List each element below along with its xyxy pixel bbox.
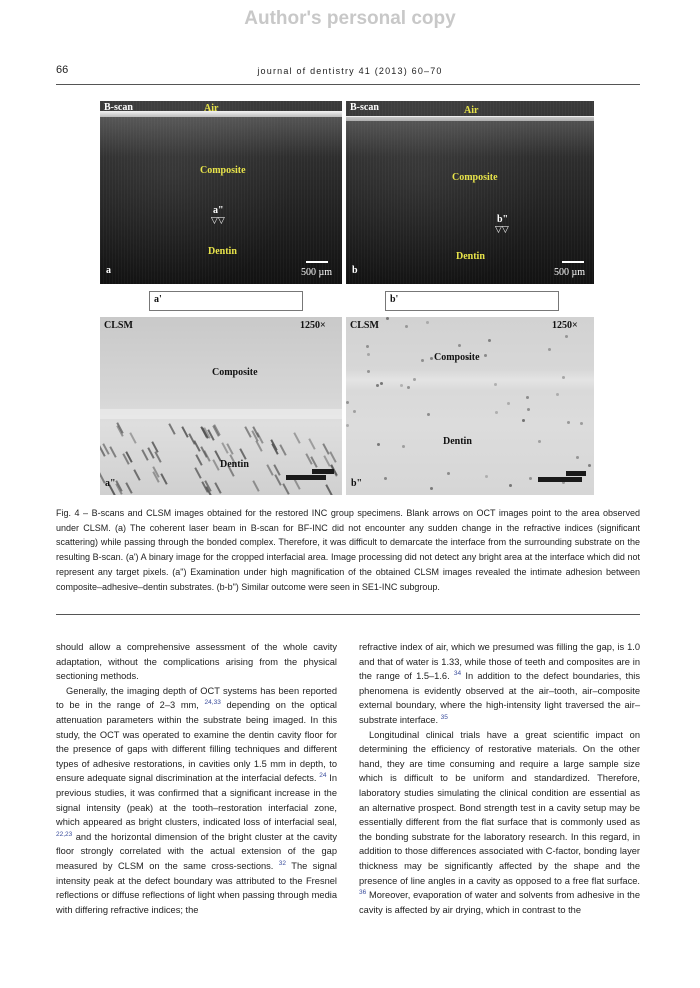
tubule-dot	[426, 321, 429, 324]
tubule-dot	[376, 384, 379, 387]
tubule-mark	[195, 454, 202, 466]
composite-label: Composite	[434, 352, 480, 363]
tubule-dot	[484, 354, 487, 357]
tubule-dot	[430, 487, 433, 490]
tubule-dot	[548, 348, 551, 351]
tubule-dot	[527, 408, 530, 411]
citation-link[interactable]: 24,33	[204, 699, 221, 707]
blank-arrow-icon: ▽▽	[495, 225, 509, 235]
header-rule	[56, 84, 640, 85]
tubule-mark	[329, 451, 336, 463]
adhesive-layer	[100, 409, 342, 419]
caption-rule	[56, 614, 640, 615]
journal-title: journal of dentistry 41 (2013) 60–70	[257, 66, 443, 76]
tubule-dot	[488, 339, 491, 342]
scale-bar-block	[312, 469, 334, 474]
tubule-dot	[427, 413, 430, 416]
marker-label: a"	[213, 205, 224, 216]
tubule-mark	[293, 432, 300, 444]
text: In addition to the defect boundaries, this phenomena is evidently observed at the air–tooth, air–composite external boundary, where the high-intensity light traversed the air–substrate interface.	[359, 671, 640, 725]
composite-label: Composite	[212, 367, 258, 378]
tubule-mark	[282, 483, 289, 495]
tubule-mark	[274, 474, 281, 486]
magnification-label: 1250×	[552, 320, 578, 331]
binary-image-a	[149, 291, 303, 311]
tubule-mark	[323, 455, 330, 467]
citation-link[interactable]: 22,23	[56, 830, 73, 838]
scale-label: 500 µm	[554, 267, 586, 278]
tubule-dot	[447, 472, 450, 475]
tubule-dot	[380, 382, 383, 385]
composite-label: Composite	[452, 172, 498, 183]
paragraph	[56, 684, 337, 918]
paragraph	[359, 640, 640, 728]
text: refractive index of air, which we presumed was filling the gap, is 1.0 and that of water is 1.33, while those of teeth and composites are in the range of 1.5–1.6.	[359, 642, 640, 682]
tubule-dot	[407, 386, 410, 389]
tubule-mark	[125, 482, 132, 494]
marker-label: b"	[497, 214, 509, 225]
dentin-label: Dentin	[208, 246, 237, 257]
tubule-mark	[308, 438, 315, 450]
tubule-dot	[367, 353, 370, 356]
watermark: Author's personal copy	[244, 8, 456, 29]
air-label: Air	[204, 103, 219, 114]
panel-letter: a"	[105, 478, 116, 489]
paragraph: should allow a comprehensive assessment of the whole cavity adaptation, without the complications arising from the physical sectioning methods.	[56, 642, 337, 682]
panel-letter: b	[352, 265, 358, 276]
citation-link[interactable]: 32	[278, 859, 287, 867]
composite-label: Composite	[200, 165, 246, 176]
tubule-dot	[405, 325, 408, 328]
dentin-label: Dentin	[220, 459, 249, 470]
dentin-label: Dentin	[456, 251, 485, 262]
tubule-dot	[485, 475, 488, 478]
blank-arrow-icon: ▽▽	[211, 216, 225, 226]
text: and the horizontal dimension of the bright cluster at the cavity floor strongly correlated with the actual extension of the gap measured by CLSM on the same cross-sections.	[56, 831, 337, 871]
tubule-dot	[366, 345, 369, 348]
binary-image-b	[385, 291, 559, 311]
panel-letter: b'	[390, 294, 399, 305]
tubule-mark	[168, 423, 175, 435]
tubule-mark	[160, 473, 167, 485]
tubule-dot	[538, 440, 541, 443]
bscan-label: B-scan	[104, 102, 133, 113]
tubule-dot	[367, 370, 370, 373]
tubule-mark	[266, 464, 273, 476]
tubule-dot	[386, 317, 389, 320]
tubule-dot	[353, 410, 356, 413]
surface-glow	[100, 117, 342, 157]
tubule-dot	[522, 419, 525, 422]
left-column	[56, 640, 337, 917]
tubule-mark	[279, 444, 286, 456]
tubule-dot	[556, 393, 559, 396]
tubule-dot	[526, 396, 529, 399]
adhesive-layer	[346, 369, 594, 391]
tubule-dot	[400, 384, 403, 387]
scale-bar	[538, 477, 582, 482]
oct-bscan-a	[100, 101, 342, 284]
scale-label: 500 µm	[301, 267, 333, 278]
bscan-label: B-scan	[350, 102, 379, 113]
right-column	[359, 640, 640, 917]
text: Moreover, evaporation of water and solvents from adhesive in the cavity is affected by air drying, which in contrast to the	[359, 890, 640, 915]
tubule-dot	[562, 376, 565, 379]
tubule-dot	[509, 484, 512, 487]
tubule-dot	[458, 344, 461, 347]
tubule-dot	[430, 357, 433, 360]
text: In previous studies, it was confirmed that a significant increase in the signal intensity (peak) at the tooth–restoration interfacial zone, which appeared as bright clusters, indicated loss of interfacial seal,	[56, 773, 338, 828]
clsm-title: CLSM	[104, 320, 133, 331]
citation-link[interactable]: 34	[453, 670, 462, 678]
dentin-label: Dentin	[443, 436, 472, 447]
tubule-mark	[325, 484, 332, 495]
tubule-dot	[402, 445, 405, 448]
scale-bar-block	[566, 471, 586, 476]
scale-bar	[286, 475, 326, 480]
tubule-mark	[322, 443, 329, 455]
tubule-dot	[507, 402, 510, 405]
tubule-dot	[576, 456, 579, 459]
citation-link[interactable]: 36	[359, 889, 367, 897]
oct-bscan-b	[346, 101, 594, 284]
tubule-dot	[565, 335, 568, 338]
tubule-dot	[346, 401, 349, 404]
tubule-dot	[567, 421, 570, 424]
figure-caption: Fig. 4 – B-scans and CLSM images obtained for the restored INC group specimens. Blank arrows on OCT images point to the area observed under CLSM. (a) The coherent laser beam in B-scan for BF-INC did not encounter any sudden change in the refractive indices (significant scattering) while passing through the bonded complex. Therefore, it was difficult to demarcate the interface from the surrounding substrate on the resulting B-scan. (a') A binary image for the cropped interfacial area. Image processing did not detect any bright area at the interface which did not represent any target pixels. (a") Examination under high magnification of the obtained CLSM images revealed the intimate adhesion between composite–adhesive–dentin substrates. (b-b") Similar outcome were seen in SE1-INC subgroup.	[56, 508, 640, 592]
tubule-mark	[109, 446, 116, 458]
tubule-mark	[154, 451, 161, 463]
tubule-dot	[588, 464, 591, 467]
panel-letter: a	[106, 265, 111, 276]
panel-letter: b"	[351, 478, 363, 489]
tubule-mark	[133, 469, 140, 481]
clsm-image-b	[346, 317, 594, 495]
tubule-dot	[384, 477, 387, 480]
scale-bar	[306, 261, 328, 263]
tubule-mark	[141, 449, 148, 461]
page-number: 66	[56, 64, 69, 76]
panel-letter: a'	[154, 294, 162, 305]
text: Generally, the imaging depth of OCT systems has been reported to be in the range of 2–3 mm,	[56, 685, 337, 711]
tubule-mark	[194, 467, 201, 479]
tubule-dot	[580, 422, 583, 425]
tubule-mark	[147, 447, 154, 459]
clsm-image-a	[100, 317, 342, 495]
magnification-label: 1250×	[300, 320, 326, 331]
air-label: Air	[464, 105, 479, 116]
tubule-mark	[252, 480, 259, 492]
tubule-mark	[200, 446, 207, 458]
text: Longitudinal clinical trials have a great scientific impact on determining the efficiency of restorative materials. On the other hand, they are time consuming and require a large sample size which is difficult to be uniform and standardized. Therefore, laboratory studies simulating the clinical condition are essential as an alternative prospect. Bond strength test in a cavity setup may be essentially different from the flat surface that is commonly used as the bonding substrate for the laboratory research. In this regard, in addition to those differences associated with C-factor, bonding layer thickness may be significantly affected by the shape and the presence of line angles in a cavity as opposed to a free flat surface.	[359, 729, 640, 886]
tubule-dot	[495, 411, 498, 414]
tubule-mark	[129, 432, 136, 444]
tubule-dot	[494, 383, 497, 386]
scale-bar	[562, 261, 584, 263]
tubule-mark	[181, 426, 188, 438]
text: The signal intensity peak at the defect boundary was attributed to the Fresnel reflections or diffuse reflections of light when passing through media with differing refractive indices; the	[56, 860, 337, 915]
text: depending on the optical attenuation parameters within the substrate being imaged. In this study, the OCT was operated to examine the dentin cavity floor for the presence of gaps with different filling techniques and different types of adhesive restorations, in cavities only 1.5 mm in depth, to ensure adequate signal discrimination at the interfacial defects.	[56, 700, 337, 784]
paragraph	[359, 728, 640, 918]
tubule-mark	[244, 426, 251, 438]
surface-glow	[346, 117, 594, 157]
tubule-dot	[413, 378, 416, 381]
citation-link[interactable]: 24	[319, 772, 327, 780]
citation-link[interactable]: 35	[440, 713, 448, 721]
clsm-title: CLSM	[350, 320, 379, 331]
tubule-mark	[214, 482, 221, 494]
tubule-dot	[529, 477, 532, 480]
tubule-dot	[421, 359, 424, 362]
tubule-dot	[377, 443, 380, 446]
tubule-dot	[346, 424, 349, 427]
